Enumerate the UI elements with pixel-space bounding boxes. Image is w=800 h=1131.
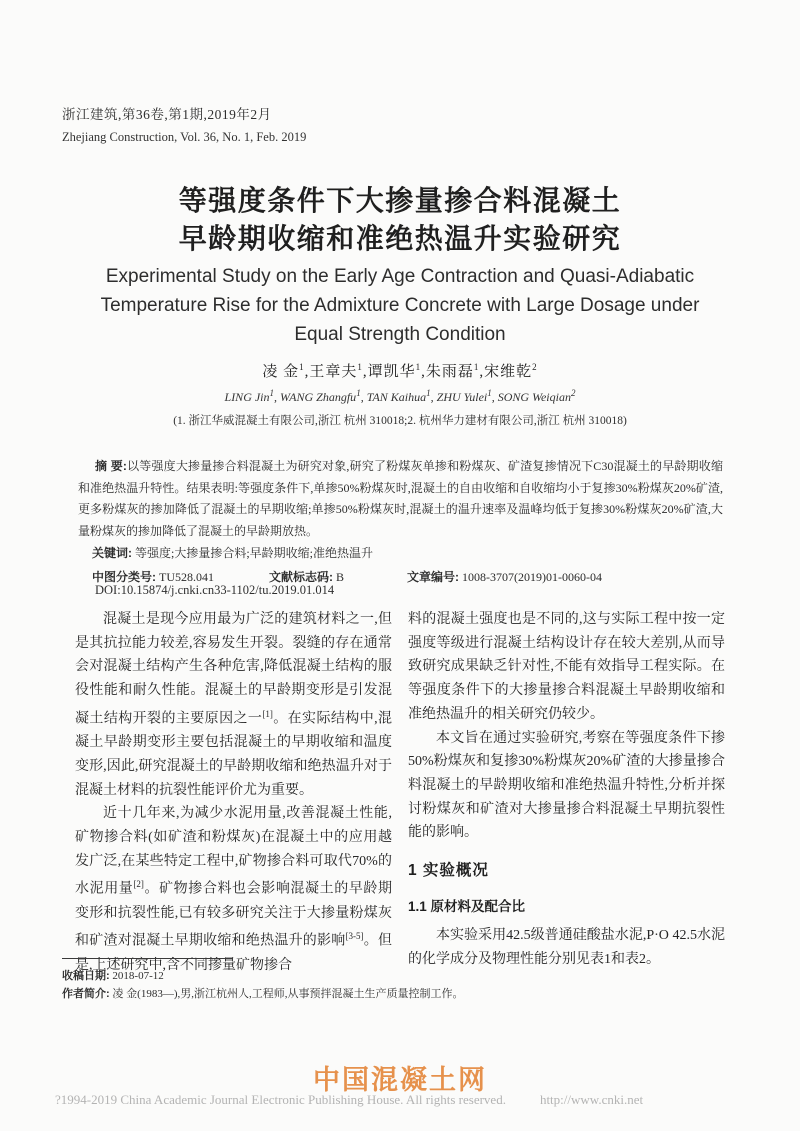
author-separator: , (491, 390, 498, 404)
author-affil-mark: 1 (426, 388, 431, 398)
keywords-label: 关键词: (92, 546, 132, 560)
journal-title-en: Zhejiang Construction, Vol. 36, No. 1, Feb. 2019 (62, 130, 307, 144)
author-name-en: ZHU Yulei (436, 390, 488, 404)
right-column (408, 608, 725, 978)
journal-title-cn: 浙江建筑,第36卷,第1期,2019年2月 (62, 107, 272, 122)
author-affil-mark: 1 (269, 388, 275, 398)
article-title-cn-line2: 早龄期收缩和准绝热温升实验研究 (178, 223, 622, 254)
author-name: 宋维乾 (484, 364, 533, 380)
abstract-text: 以等强度大掺量掺合料混凝土为研究对象,研究了粉煤灰单掺和粉煤灰、矿渣复掺情况下C30混凝土的早龄期收缩和准绝热温升特性。结果表明:等强度条件下,单掺50%粉煤灰时,混凝土的自由收缩和自收缩均小于复掺30%粉煤灰20%矿渣,更多粉煤灰的掺加降低了混凝土的早期收缩;单掺50%粉煤灰时,混凝土的温升速率及温峰均低于复掺30%粉煤灰20%矿渣,大量粉煤灰的掺加降低了混凝土的早龄期放热。 (78, 459, 723, 538)
site-watermark: 中国混凝土网 (313, 1065, 487, 1095)
article-title-en-line2: Temperature Rise for the Admixture Concrete with Large Dosage under (100, 295, 700, 316)
doi-line: DOI:10.15874/j.cnki.cn33-1102/tu.2019.01.014 (95, 583, 335, 597)
author-name: 朱雨磊 (425, 364, 474, 380)
author-affil-mark: 1 (356, 388, 361, 398)
author-name-en: SONG Weiqian (497, 390, 571, 404)
keywords-text: 等强度;大掺量掺合料;早龄期收缩;准绝热温升 (135, 546, 374, 560)
article-title-en (0, 262, 800, 349)
author-separator: , (360, 390, 367, 404)
clc-number: 中图分类号: TU528.041 (92, 569, 214, 584)
author-name-en: LING Jin (224, 390, 270, 404)
keywords-line (92, 543, 723, 565)
authors-en (0, 388, 800, 405)
cnki-url: http://www.cnki.net (539, 1092, 644, 1107)
affiliation-line: (1. 浙江华威混凝土有限公司,浙江 杭州 310018;2. 杭州华力建材有限公司,浙江 杭州 310018) (173, 415, 627, 427)
author-bio-line: 作者简介: 凌 金(1983—),男,浙江杭州人,工程师,从事预拌混凝土生产质量控制工作。 (62, 988, 464, 1000)
author-name: 王章夫 (309, 364, 358, 380)
article-title-en-line3: Equal Strength Condition (294, 324, 506, 345)
body-paragraph: 近十几年来,为减少水泥用量,改善混凝土性能,矿物掺合料(如矿渣和粉煤灰)在混凝土中的应用越发广泛,在某些特定工程中,矿物掺合料可取代70%的水泥用量[2]。矿物掺合料也会影响混凝土的早龄期变形和抗裂性能,已有较多研究关注于大掺量粉煤灰和矿渣对混凝土早期收缩和绝热温升的影响[3-5]。但是,上述研究中,含不同掺量矿物掺合 (75, 806, 393, 973)
body-paragraph: 本文旨在通过实验研究,考察在等强度条件下掺50%粉煤灰和复掺30%粉煤灰20%矿渣的大掺量掺合料混凝土的早龄期收缩和准绝热温升特性,分析并探讨粉煤灰和矿渣对大掺量掺合料混凝土早期抗裂性能的影响。 (408, 730, 725, 841)
article-id: 文章编号: 1008-3707(2019)01-0060-04 (407, 569, 602, 584)
copyright-text: ?1994-2019 China Academic Journal Electronic Publishing House. All rights reserved. (55, 1092, 506, 1107)
author-separator: , (274, 390, 281, 404)
abstract-label: 摘 要: (95, 459, 127, 473)
author-separator: , (304, 364, 310, 380)
author-name: 谭凯华 (367, 364, 416, 380)
abstract-block (78, 456, 723, 588)
citation-mark: [3-5] (345, 931, 364, 942)
author-affil-mark: 1 (357, 362, 363, 372)
body-columns (75, 608, 725, 978)
article-title-cn-line1: 等强度条件下大掺量掺合料混凝土 (178, 185, 622, 216)
author-affil-mark: 2 (570, 388, 576, 398)
section-heading-1-1: 1.1 原材料及配合比 (408, 898, 526, 914)
author-separator: , (421, 364, 426, 380)
journal-header (62, 103, 306, 145)
author-name: 凌 金 (262, 364, 300, 380)
left-column (75, 608, 392, 978)
author-affil-mark: 1 (487, 388, 492, 398)
body-paragraph: 本实验采用42.5级普通硅酸盐水泥,P·O 42.5水泥的化学成分及物理性能分别见表1和表2。 (408, 928, 725, 968)
author-affil-mark: 1 (415, 362, 422, 372)
body-paragraph-continuation: 料的混凝土强度也是不同的,这与实际工程中按一定强度等级进行混凝土结构设计存在较大差别,从而导致研究成果缺乏针对性,不能有效指导工程实际。在等强度条件下的大掺量掺合料混凝土早龄期收缩和准绝热温升的相关研究仍较少。 (408, 612, 725, 722)
author-affil-mark: 1 (473, 362, 480, 372)
footnote-divider (62, 958, 232, 959)
author-separator: , (362, 364, 368, 380)
citation-mark: [2] (133, 879, 144, 890)
received-date-line: 收稿日期: 2018-07-12 (62, 970, 164, 982)
article-title-cn (0, 182, 800, 258)
document-code: 文献标志码: B (269, 569, 345, 584)
footnote-block (62, 958, 702, 1003)
abstract-paragraph (78, 456, 723, 542)
citation-mark: [1] (262, 708, 273, 719)
author-name-en: WANG Zhangfu (280, 390, 357, 404)
section-heading-1: 1 实验概况 (408, 862, 489, 880)
author-affil-mark: 2 (532, 362, 538, 372)
author-affil-mark: 1 (299, 362, 305, 372)
author-separator: , (479, 364, 485, 380)
copyright-footer (55, 1092, 643, 1108)
article-title-en-line1: Experimental Study on the Early Age Contraction and Quasi-Adiabatic (105, 266, 695, 287)
author-name-en: TAN Kaihua (366, 390, 427, 404)
body-paragraph: 混凝土是现今应用最为广泛的建筑材料之一,但是其抗拉能力较差,容易发生开裂。裂缝的存在通常会对混凝土结构产生各种危害,降低混凝土结构的服役性能和耐久性能。混凝土的早龄期变形是引发混凝土结构开裂的主要原因之一[1]。在实际结构中,混凝土早龄期变形主要包括混凝土的早期收缩和温度变形,因此,研究混凝土的早龄期收缩和绝热温升对于混凝土材料的抗裂性能评价尤为重要。 (75, 612, 393, 798)
authors-cn (0, 360, 800, 381)
author-separator: , (430, 390, 437, 404)
